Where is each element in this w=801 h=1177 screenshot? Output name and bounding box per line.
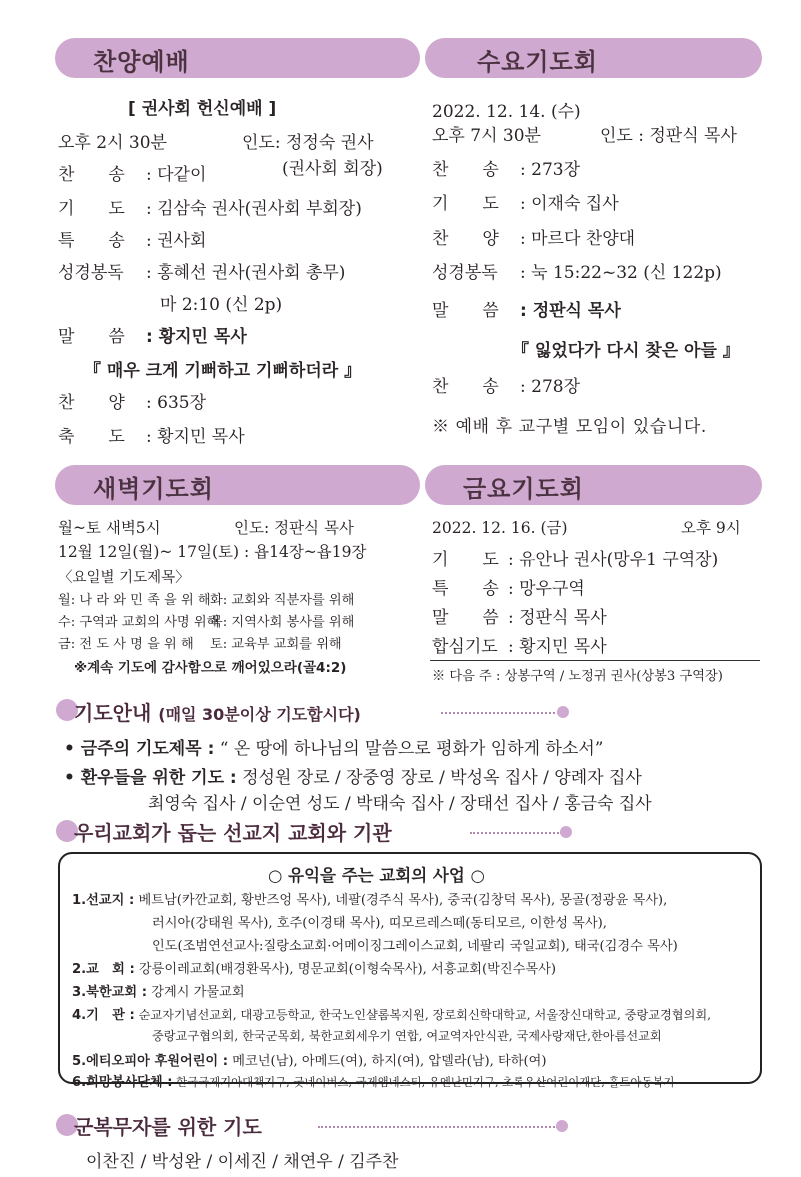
friday-header-pill bbox=[425, 465, 762, 505]
missions-line: 러시아(강태원 목사), 호주(이경태 목사), 띠모르레스떼(동티모르, 이한성 목사), bbox=[152, 916, 607, 931]
sunday-leader-role: (권사회 회장) bbox=[282, 159, 383, 179]
dawn-topic-row: 수: 구역과 교회의 사명 위해목: 지역사회 봉사를 위해 bbox=[58, 615, 355, 630]
sunday-scripture: 마 2:10 (신 2p) bbox=[160, 295, 283, 315]
wednesday-note: ※ 예배 후 교구별 모임이 있습니다. bbox=[432, 417, 707, 437]
wednesday-header-pill bbox=[425, 38, 762, 78]
prayer-sick: • 환우들을 위한 기도 : 정성원 장로 / 장중영 장로 / 박성옥 집사 / 양례자 집사 bbox=[64, 768, 642, 788]
sunday-subtitle: [ 권사회 헌신예배 ] bbox=[128, 99, 277, 119]
sunday-row: 찬 양 : 635장 bbox=[58, 393, 207, 413]
wednesday-leader: 인도 : 정판식 목사 bbox=[600, 126, 737, 146]
military-names: 이찬진 / 박성완 / 이세진 / 채연우 / 김주찬 bbox=[86, 1152, 399, 1172]
dawn-topics-header: 〈요일별 기도제목〉 bbox=[58, 570, 190, 586]
sunday-row: 축 도 : 황지민 목사 bbox=[58, 427, 245, 447]
prayer-week: • 금주의 기도제목 : “ 온 땅에 하나님의 말씀으로 평화가 임하게 하소서” bbox=[64, 739, 604, 759]
sunday-time: 오후 2시 30분 bbox=[58, 133, 167, 153]
dawn-header-pill bbox=[55, 465, 420, 505]
sunday-row: 성경봉독 : 홍혜선 권사(권사회 총무) bbox=[58, 263, 346, 283]
missions-dotted-line bbox=[470, 832, 562, 834]
military-dotted-line bbox=[318, 1126, 558, 1128]
prayer-dotted-line bbox=[441, 712, 559, 714]
friday-date: 2022. 12. 16. (금) bbox=[432, 519, 568, 537]
friday-time: 오후 9시 bbox=[681, 519, 741, 537]
friday-divider bbox=[430, 660, 760, 661]
friday-title: 금요기도회 bbox=[463, 475, 584, 503]
prayer-sick-line2: 최영숙 집사 / 이순연 성도 / 박태숙 집사 / 장태선 집사 / 홍금숙 집사 bbox=[148, 794, 652, 814]
friday-row: 말 씀 : 정판식 목사 bbox=[432, 608, 607, 628]
wednesday-row: 찬 양 : 마르다 찬양대 bbox=[432, 229, 636, 249]
missions-box-title: ○ 유익을 주는 교회의 사업 ○ bbox=[268, 866, 485, 885]
wednesday-time: 오후 7시 30분 bbox=[432, 126, 541, 146]
dawn-leader: 인도: 정판식 목사 bbox=[234, 519, 354, 537]
missions-line: 5.에티오피아 후원어린이 : 메코넌(남), 아메드(여), 하지(여), 압델라(남), 타하(여) bbox=[72, 1054, 547, 1069]
sunday-header-pill bbox=[55, 38, 420, 78]
missions-line: 2.교 회 : 강릉이레교회(배경환목사), 명문교회(이형숙목사), 서흥교회(박진수목사) bbox=[72, 962, 556, 977]
missions-line: 중랑교구협의회, 한국군목회, 북한교회세우기 연합, 여교역자안식관, 국제사랑재단,한아름선교회 bbox=[152, 1029, 662, 1043]
dawn-topic-row: 금: 전 도 사 명 을 위 해 토: 교육부 교회를 위해 bbox=[58, 637, 342, 652]
friday-row: 특 송 : 망우구역 bbox=[432, 579, 585, 599]
missions-line: 4.기 관 : 순교자기념선교회, 대광고등학교, 한국노인샬롬복지원, 장로회신학대학교, 서울장신대학교, 중랑교경협의회, bbox=[72, 1008, 711, 1023]
wednesday-hymn: 찬 송 : 278장 bbox=[432, 377, 581, 397]
dawn-time: 월~토 새벽5시 bbox=[58, 519, 161, 537]
missions-line: 6.희망봉사단체 : 한국국제기아대책기구, 굿네이버스, 국제앰네스티, 유엔난민기구, 초록우산어린이재단, 홀트아동복지 bbox=[72, 1075, 675, 1090]
sunday-sermon-title: 『 매우 크게 기뻐하고 기뻐하더라 』 bbox=[84, 361, 362, 381]
missions-line: 1.선교지 : 베트남(카깐교회, 황반즈엉 목사), 네팔(경주식 목사), 중국(김창덕 목사), 몽골(정광윤 목사), bbox=[72, 893, 668, 908]
wednesday-date: 2022. 12. 14. (수) bbox=[432, 102, 581, 122]
missions-line: 3.북한교회 : 강계시 가물교회 bbox=[72, 985, 245, 1000]
friday-row: 합심기도 : 황지민 목사 bbox=[432, 637, 607, 657]
prayer-title: 기도안내 (매일 30분이상 기도합시다) bbox=[74, 701, 361, 725]
dawn-title: 새벽기도회 bbox=[93, 475, 214, 503]
sunday-row: 찬 송 : 다같이 bbox=[58, 165, 207, 185]
wednesday-row: 찬 송 : 273장 bbox=[432, 160, 581, 180]
wednesday-row: 기 도 : 이재숙 집사 bbox=[432, 194, 619, 214]
wednesday-title: 수요기도회 bbox=[477, 48, 598, 76]
prayer-dot-end bbox=[557, 706, 569, 718]
friday-next: ※ 다음 주 : 상봉구역 / 노정귀 권사(상봉3 구역장) bbox=[432, 669, 723, 684]
dawn-topic-row: 월: 나 라 와 민 족 을 위 해화: 교회와 직분자를 위해 bbox=[58, 593, 355, 608]
sunday-title: 찬양예배 bbox=[93, 48, 190, 76]
sunday-leader: 인도: 정정숙 권사 bbox=[242, 133, 374, 153]
wednesday-sermon-title: 『 잃었다가 다시 찾은 아들 』 bbox=[512, 341, 740, 361]
missions-title: 우리교회가 돕는 선교지 교회와 기관 bbox=[74, 821, 392, 845]
dawn-verse: ※계속 기도에 감사함으로 깨어있으라(골4:2) bbox=[74, 660, 347, 676]
wednesday-sermon: 말 씀 : 정판식 목사 bbox=[432, 301, 621, 321]
missions-dot-end bbox=[560, 826, 572, 838]
sunday-row: 특 송 : 권사회 bbox=[58, 231, 207, 251]
military-dot-end bbox=[556, 1120, 568, 1132]
missions-line: 인도(조범연선교사:질랑소교회·어메이징그레이스교회, 네팔리 국일교회), 태국(김경수 목사) bbox=[152, 939, 678, 954]
wednesday-row: 성경봉독 : 눅 15:22~32 (신 122p) bbox=[432, 263, 722, 283]
military-title: 군복무자를 위한 기도 bbox=[74, 1115, 262, 1139]
sunday-row: 기 도 : 김삼숙 권사(권사회 부회장) bbox=[58, 199, 362, 219]
sunday-sermon: 말 씀 : 황지민 목사 bbox=[58, 327, 247, 347]
friday-row: 기 도 : 유안나 권사(망우1 구역장) bbox=[432, 550, 719, 570]
dawn-schedule: 12월 12일(월)~ 17일(토) : 욥14장~욥19장 bbox=[58, 543, 367, 561]
